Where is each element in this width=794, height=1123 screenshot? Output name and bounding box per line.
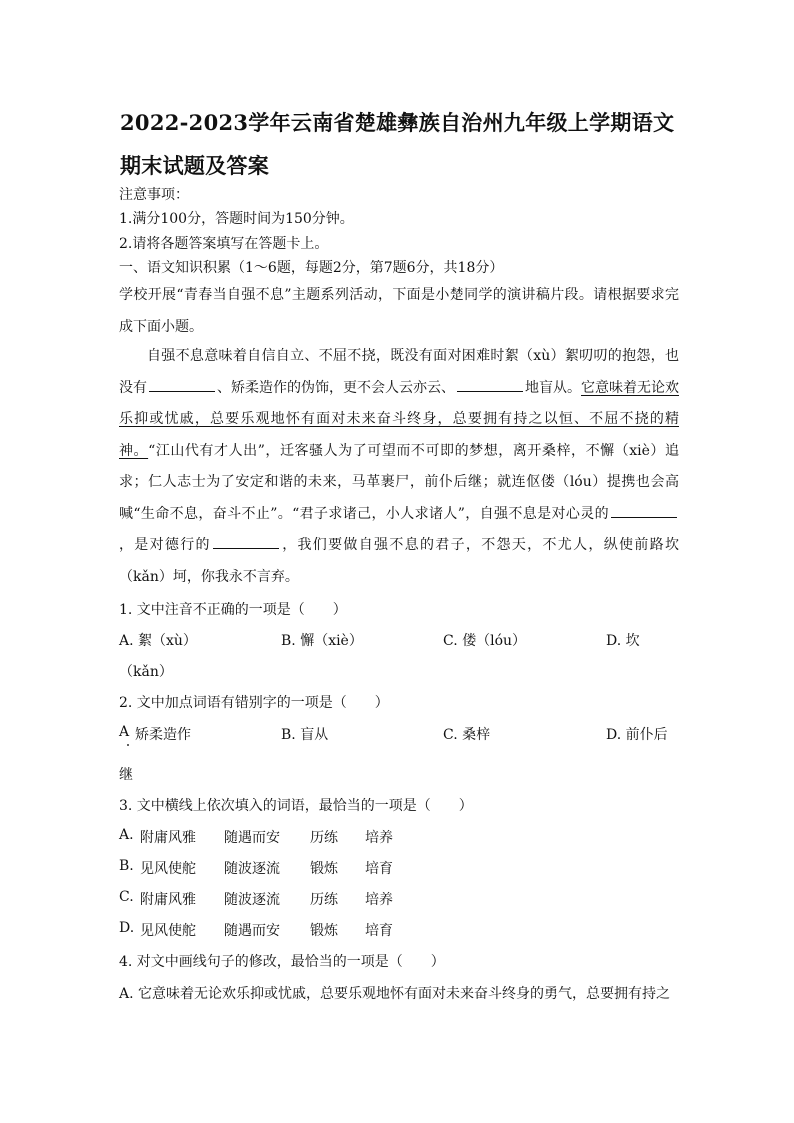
note-item-1: 1.满分100分，答题时间为150分钟。: [119, 211, 354, 227]
q3-b-word-1: 见风使舵: [140, 861, 196, 877]
q2-option-a-letter: A: [119, 724, 130, 740]
question-2-stem: 2. 文中加点词语有错别字的一项是（ ）: [119, 695, 389, 711]
q1-option-b: B. 懈（xiè）: [281, 633, 363, 649]
q1-option-a: A. 絮（xù）: [119, 633, 197, 649]
q3-d-letter: D.: [119, 920, 135, 936]
q3-a-word-2: 随遇而安: [224, 830, 280, 846]
section-heading: 一、语文知识积累（1～6题，每题2分，第7题6分，共18分）: [119, 260, 504, 276]
blank-2: [457, 377, 523, 392]
q3-b-word-4: 培育: [365, 861, 393, 877]
q3-a-word-1: 附庸风雅: [140, 830, 196, 846]
q1-option-c: C. 偻（lóu）: [443, 633, 527, 649]
blank-4: [213, 534, 279, 549]
passage-text-2: 、矫柔造作的伪饰，更不会人云亦云、: [217, 379, 455, 396]
q3-a-word-3: 历练: [310, 830, 338, 846]
underlined-sentence: 它意味着无论欢乐抑或忧戚，总要乐观地怀有面对未来奋斗终身，总要拥有持之以恒、不屈不挠的精神。: [119, 379, 679, 459]
emphasis-dot: [127, 744, 129, 746]
q1-option-d-cont: （kǎn）: [119, 664, 173, 680]
q3-d-word-4: 培育: [365, 923, 393, 939]
q3-c-letter: C.: [119, 889, 134, 905]
passage-text-7: ，我们要做自强不息的君子，不怨天，不尤人，纵使前路坎（kǎn）坷，你我永不言弃。: [119, 537, 679, 585]
q2-option-c: C. 桑梓: [443, 727, 491, 743]
question-4-stem: 4. 对文中画线句子的修改，最恰当的一项是（ ）: [119, 954, 445, 970]
q2-option-a: 矫柔造作: [135, 727, 191, 743]
q3-d-word-3: 锻炼: [310, 923, 338, 939]
q3-c-word-4: 培养: [365, 892, 393, 908]
notes-heading: 注意事项：: [119, 187, 189, 203]
note-item-2: 2.请将各题答案填写在答题卡上。: [119, 236, 329, 252]
intro-paragraph: 学校开展“青春当自强不息”主题系列活动，下面是小楚同学的演讲稿片段。请根据要求完成下面小题。: [119, 287, 679, 335]
q3-a-letter: A.: [119, 827, 134, 843]
passage-paragraph: [119, 341, 679, 593]
question-1-stem: 1. 文中注音不正确的一项是（ ）: [119, 602, 347, 618]
blank-3: [611, 503, 677, 518]
passage-text-3: 地盲从。: [525, 379, 581, 396]
q1-option-d: D. 坎: [606, 633, 640, 649]
q3-a-word-4: 培养: [365, 830, 393, 846]
q2-option-b: B. 盲从: [281, 727, 329, 743]
passage-text-1: 自强不息意味着自信自立、不屈不挠，既没有面对困难时絮（xù）絮叨叨的抱怨，也没有: [119, 348, 679, 396]
q3-b-word-2: 随波逐流: [224, 861, 280, 877]
q3-b-word-3: 锻炼: [310, 861, 338, 877]
q3-b-letter: B.: [119, 858, 134, 874]
q3-d-word-1: 见风使舵: [140, 923, 196, 939]
q4-option-a: A. 它意味着无论欢乐抑或忧戚，总要乐观地怀有面对未来奋斗终身的勇气，总要拥有持之: [119, 986, 671, 1002]
document-title: 2022-2023学年云南省楚雄彝族自治州九年级上学期语文期末试题及答案: [120, 110, 675, 178]
passage-text-5: “江山代有才人出”，迁客骚人为了可望而不可即的梦想，离开桑梓，不懈（xiè）追求；仁人志士为了安定和谐的未来，马革裹尸，前仆后继；就连伛偻（lóu）提携也会高喊“生命不息，奋斗不止”。“君子求诸己，小人求诸人”，自强不息是对心灵的: [119, 442, 679, 522]
q3-d-word-2: 随遇而安: [224, 923, 280, 939]
passage-text-6: ，是对德行的: [119, 537, 211, 553]
q3-c-word-2: 随波逐流: [224, 892, 280, 908]
q2-option-d: D. 前仆后: [606, 727, 668, 743]
q3-c-word-1: 附庸风雅: [140, 892, 196, 908]
q2-option-d-cont: 继: [119, 767, 133, 783]
question-3-stem: 3. 文中横线上依次填入的词语，最恰当的一项是（ ）: [119, 798, 473, 814]
blank-1: [149, 377, 215, 392]
q3-c-word-3: 历练: [310, 892, 338, 908]
